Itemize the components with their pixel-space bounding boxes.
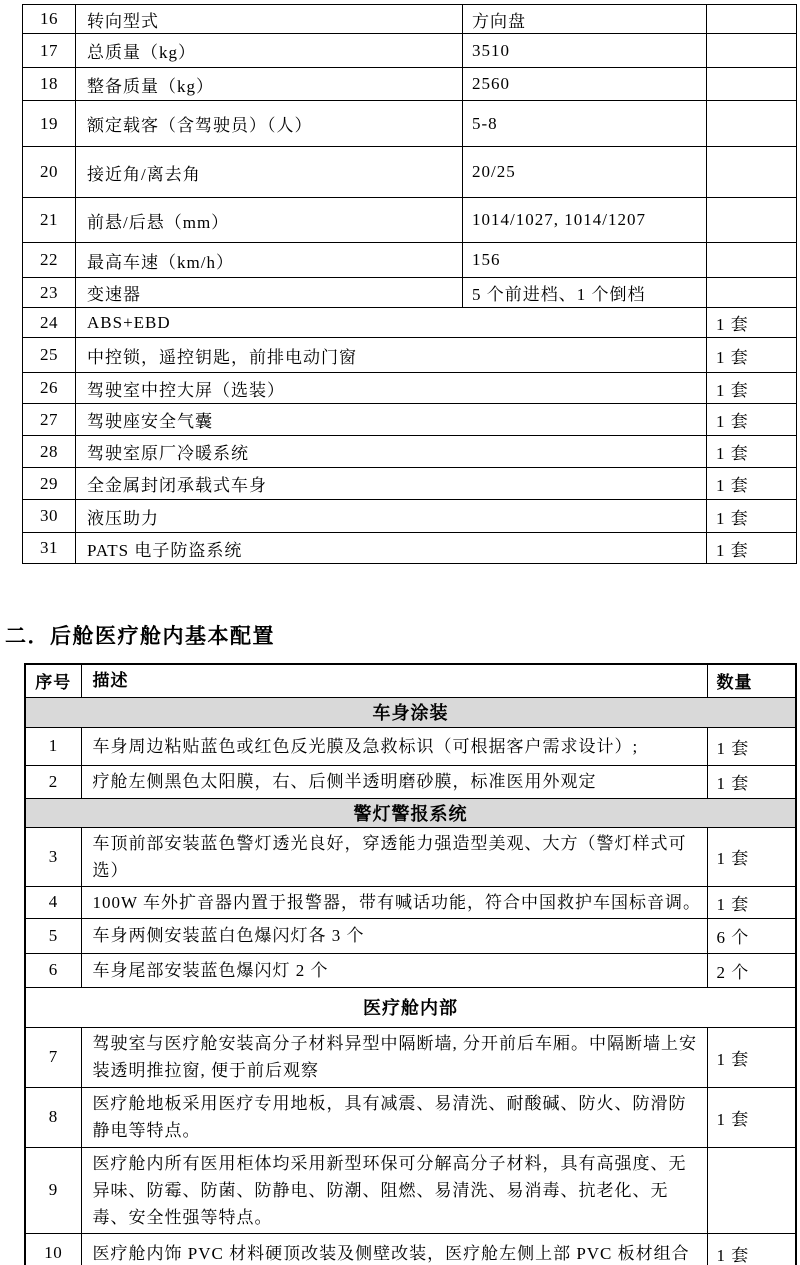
spec-description: 驾驶座安全气囊 — [76, 404, 707, 436]
spec-description: ABS+EBD — [76, 308, 707, 338]
item-description: 100W 车外扩音器内置于报警器，带有喊话功能，符合中国救护车国标音调。 — [81, 886, 707, 918]
quantity-cell: 1 套 — [707, 468, 797, 500]
quantity-cell: 1 套 — [707, 1233, 796, 1265]
row-number: 26 — [23, 373, 76, 404]
quantity-cell: 1 套 — [707, 886, 796, 918]
item-description: 医疗舱内饰 PVC 材料硬顶改装及侧壁改装，医疗舱左侧上部 PVC 板材组合 — [81, 1233, 707, 1265]
quantity-cell: 1 套 — [707, 1087, 796, 1147]
spec-value: 5 个前进档、1 个倒档 — [463, 278, 707, 308]
quantity-cell: 1 套 — [707, 308, 797, 338]
row-number: 17 — [23, 34, 76, 68]
row-number: 20 — [23, 147, 76, 198]
row-number: 31 — [23, 533, 76, 564]
spec-description: 中控锁，遥控钥匙，前排电动门窗 — [76, 338, 707, 373]
quantity-cell: 1 套 — [707, 765, 796, 798]
section-band-row — [25, 987, 796, 1027]
quantity-cell — [707, 34, 797, 68]
quantity-cell: 1 套 — [707, 500, 797, 533]
spec-value: 5-8 — [463, 101, 707, 147]
spec-value: 1014/1027, 1014/1207 — [463, 198, 707, 243]
spec-label: 额定载客（含驾驶员）（人） — [76, 101, 463, 147]
quantity-cell: 1 套 — [707, 338, 797, 373]
quantity-cell: 1 套 — [707, 436, 797, 468]
quantity-cell — [707, 147, 797, 198]
table-row — [25, 1233, 796, 1265]
item-description: 车身尾部安装蓝色爆闪灯 2 个 — [81, 953, 707, 987]
quantity-cell: 1 套 — [707, 533, 797, 564]
item-description: 医疗舱内所有医用柜体均采用新型环保可分解高分子材料，具有高强度、无异味、防霉、防菌、防静电、防潮、阻燃、易清洗、易消毒、抗老化、无毒、安全性强等特点。 — [81, 1147, 707, 1233]
spec-value: 3510 — [463, 34, 707, 68]
spec-label: 变速器 — [76, 278, 463, 308]
medical-cabin-config-table — [24, 663, 797, 1265]
spec-value: 156 — [463, 243, 707, 278]
table-row — [23, 5, 797, 34]
table-row — [23, 533, 797, 564]
quantity-cell: 6 个 — [707, 918, 796, 953]
section-band-row — [25, 697, 796, 727]
section-heading: 二．后舱医疗舱内基本配置 — [5, 625, 275, 648]
row-number: 16 — [23, 5, 76, 34]
item-description: 驾驶室与医疗舱安装高分子材料异型中隔断墙, 分开前后车厢。中隔断墙上安装透明推拉窗, 便于前后观察 — [81, 1027, 707, 1087]
section-band-warning-lights: 警灯警报系统 — [25, 798, 796, 827]
table-row — [23, 147, 797, 198]
item-description: 车身两侧安装蓝白色爆闪灯各 3 个 — [81, 918, 707, 953]
table-row — [23, 436, 797, 468]
quantity-cell — [707, 278, 797, 308]
spec-label: 接近角/离去角 — [76, 147, 463, 198]
spec-description: PATS 电子防盗系统 — [76, 533, 707, 564]
quantity-cell: 2 个 — [707, 953, 796, 987]
quantity-cell: 1 套 — [707, 827, 796, 886]
quantity-cell — [707, 198, 797, 243]
table-header-row — [25, 664, 796, 697]
spec-label: 前悬/后悬（mm） — [76, 198, 463, 243]
vehicle-spec-table — [22, 4, 797, 564]
row-number: 27 — [23, 404, 76, 436]
row-number: 7 — [25, 1027, 81, 1087]
row-number: 30 — [23, 500, 76, 533]
row-number: 23 — [23, 278, 76, 308]
table-row — [25, 765, 796, 798]
row-number: 28 — [23, 436, 76, 468]
table-row — [25, 1027, 796, 1087]
table-row — [23, 308, 797, 338]
quantity-cell — [707, 68, 797, 101]
row-number: 5 — [25, 918, 81, 953]
header-quantity: 数量 — [707, 664, 796, 697]
spec-value: 方向盘 — [463, 5, 707, 34]
table-row — [23, 404, 797, 436]
table-row — [23, 373, 797, 404]
quantity-cell — [707, 243, 797, 278]
quantity-cell: 1 套 — [707, 373, 797, 404]
table-row — [25, 1147, 796, 1233]
table-row — [25, 918, 796, 953]
table-row — [25, 827, 796, 886]
table-row — [23, 338, 797, 373]
spec-description: 全金属封闭承载式车身 — [76, 468, 707, 500]
row-number: 6 — [25, 953, 81, 987]
header-number: 序号 — [25, 664, 81, 697]
item-description: 疗舱左侧黑色太阳膜，右、后侧半透明磨砂膜，标准医用外观定 — [81, 765, 707, 798]
spec-value: 20/25 — [463, 147, 707, 198]
table-row — [25, 727, 796, 765]
table-row — [23, 500, 797, 533]
row-number: 24 — [23, 308, 76, 338]
spec-description: 液压助力 — [76, 500, 707, 533]
section-band-body-paint: 车身涂装 — [25, 697, 796, 727]
row-number: 1 — [25, 727, 81, 765]
spec-label: 整备质量（kg） — [76, 68, 463, 101]
row-number: 21 — [23, 198, 76, 243]
section-band-row — [25, 798, 796, 827]
row-number: 18 — [23, 68, 76, 101]
spec-label: 最高车速（km/h） — [76, 243, 463, 278]
header-description: 描述 — [81, 664, 707, 697]
quantity-cell — [707, 101, 797, 147]
table-row — [23, 278, 797, 308]
spec-label: 转向型式 — [76, 5, 463, 34]
table-row — [25, 953, 796, 987]
row-number: 3 — [25, 827, 81, 886]
table-row — [25, 886, 796, 918]
table-row — [23, 101, 797, 147]
row-number: 22 — [23, 243, 76, 278]
row-number: 9 — [25, 1147, 81, 1233]
spec-value: 2560 — [463, 68, 707, 101]
table-row — [23, 468, 797, 500]
row-number: 19 — [23, 101, 76, 147]
table-row — [23, 243, 797, 278]
item-description: 医疗舱地板采用医疗专用地板，具有减震、易清洗、耐酸碱、防火、防滑防静电等特点。 — [81, 1087, 707, 1147]
row-number: 2 — [25, 765, 81, 798]
table-row — [25, 1087, 796, 1147]
quantity-cell — [707, 1147, 796, 1233]
table-row — [23, 34, 797, 68]
quantity-cell: 1 套 — [707, 727, 796, 765]
item-description: 车身周边粘贴蓝色或红色反光膜及急救标识（可根据客户需求设计）; — [81, 727, 707, 765]
table-row — [23, 198, 797, 243]
row-number: 8 — [25, 1087, 81, 1147]
spec-description: 驾驶室中控大屏（选装） — [76, 373, 707, 404]
row-number: 4 — [25, 886, 81, 918]
row-number: 29 — [23, 468, 76, 500]
spec-label: 总质量（kg） — [76, 34, 463, 68]
quantity-cell: 1 套 — [707, 1027, 796, 1087]
row-number: 25 — [23, 338, 76, 373]
spec-description: 驾驶室原厂冷暖系统 — [76, 436, 707, 468]
quantity-cell — [707, 5, 797, 34]
row-number: 10 — [25, 1233, 81, 1265]
section-band-medical-cabin-interior: 医疗舱内部 — [25, 987, 796, 1027]
table-row — [23, 68, 797, 101]
quantity-cell: 1 套 — [707, 404, 797, 436]
item-description: 车顶前部安装蓝色警灯透光良好，穿透能力强造型美观、大方（警灯样式可选） — [81, 827, 707, 886]
